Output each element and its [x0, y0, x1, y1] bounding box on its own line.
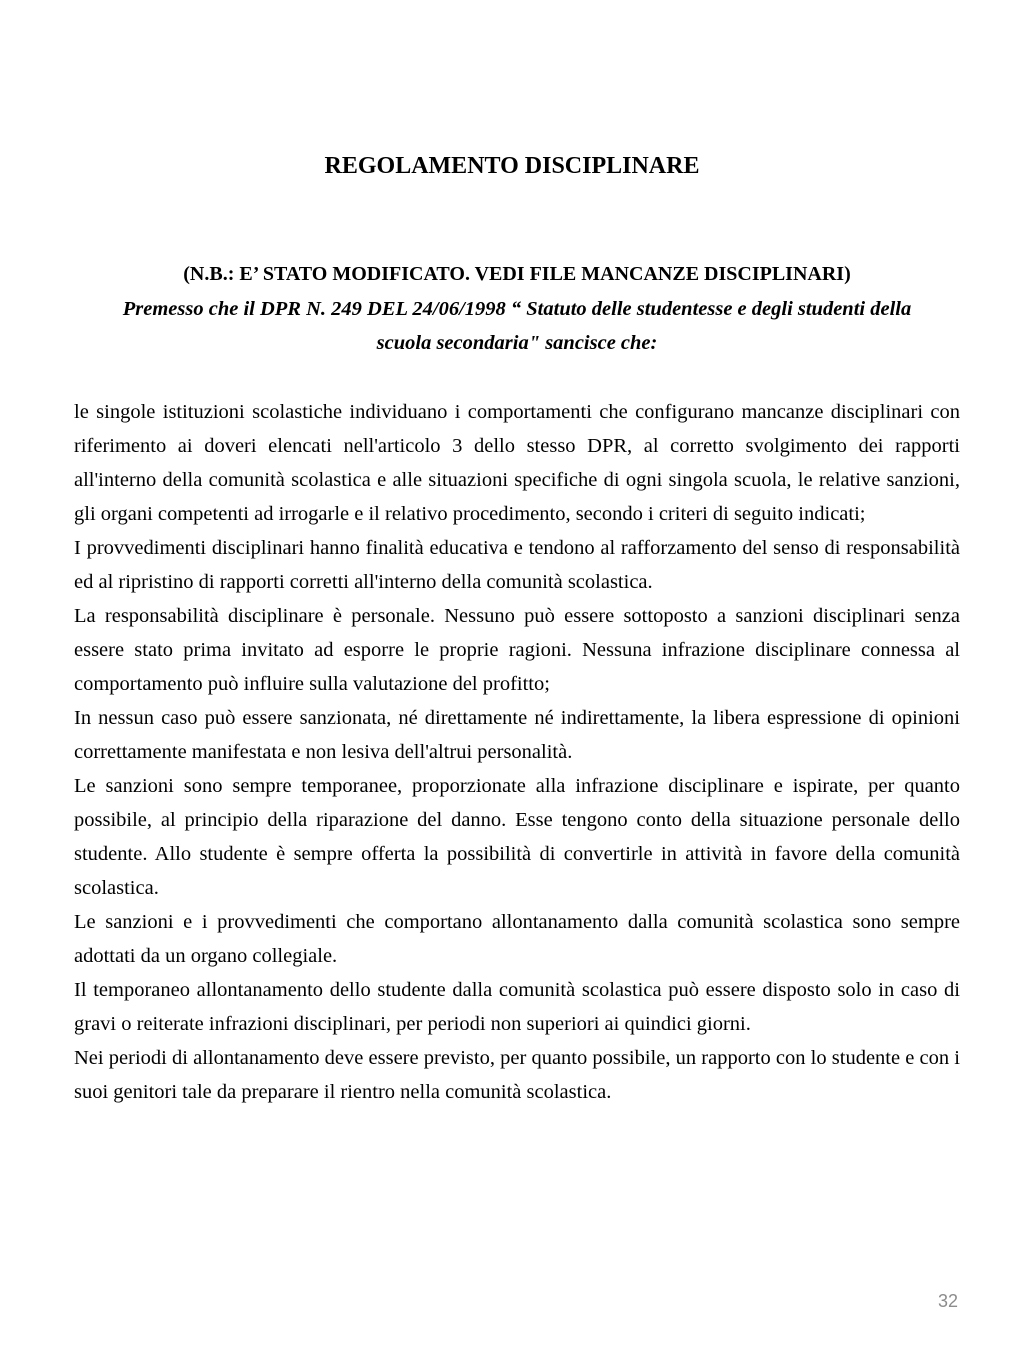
paragraph: Il temporaneo allontanamento dello studente dalla comunità scolastica può essere disposto solo in caso di gravi o reiterate infrazioni disciplinari, per periodi non superiori ai quindici giorni. [74, 979, 960, 1035]
page-title: REGOLAMENTO DISCIPLINARE [324, 153, 700, 179]
page-number: 32 [937, 1291, 958, 1311]
premise-text: Premesso che il DPR N. 249 DEL 24/06/1998 “ Statuto delle studentesse e degli studenti della scuola secondaria" sancisce che: [122, 298, 912, 354]
paragraph: I provvedimenti disciplinari hanno finalità educativa e tendono al rafforzamento del senso di responsabilità ed al ripristino di rapporti corretti all'interno della comunità scolastica. [74, 537, 960, 593]
paragraph: La responsabilità disciplinare è personale. Nessuno può essere sottoposto a sanzioni disciplinari senza essere stato prima invitato ad esporre le proprie ragioni. Nessuna infrazione disciplinare connessa al comportamento può influire sulla valutazione del profitto; [74, 605, 960, 695]
paragraph: Le sanzioni e i provvedimenti che comportano allontanamento dalla comunità scolastica sono sempre adottati da un organo collegiale. [74, 911, 960, 967]
paragraph: In nessun caso può essere sanzionata, né direttamente né indirettamente, la libera espressione di opinioni correttamente manifestata e non lesiva dell'altrui personalità. [74, 707, 960, 763]
paragraph: le singole istituzioni scolastiche individuano i comportamenti che configurano mancanze disciplinari con riferimento ai doveri elencati nell'articolo 3 dello stesso DPR, al corretto svolgimento dei rapporti all'interno della comunità scolastica e alle situazioni specifiche di ogni singola scuola, le relative sanzioni, gli organi competenti ad irrogarle e il relativo procedimento, secondo i criteri di seguito indicati; [74, 401, 960, 525]
body-text [74, 395, 960, 1109]
modification-notice: (N.B.: E’ STATO MODIFICATO. VEDI FILE MANCANZE DISCIPLINARI) [183, 263, 851, 285]
paragraph: Le sanzioni sono sempre temporanee, proporzionate alla infrazione disciplinare e ispirate, per quanto possibile, al principio della riparazione del danno. Esse tengono conto della situazione personale dello studente. Allo studente è sempre offerta la possibilità di convertirle in attività in favore della comunità scolastica. [74, 775, 960, 899]
paragraph: Nei periodi di allontanamento deve essere previsto, per quanto possibile, un rapporto con lo studente e con i suoi genitori tale da preparare il rientro nella comunità scolastica. [74, 1047, 960, 1103]
